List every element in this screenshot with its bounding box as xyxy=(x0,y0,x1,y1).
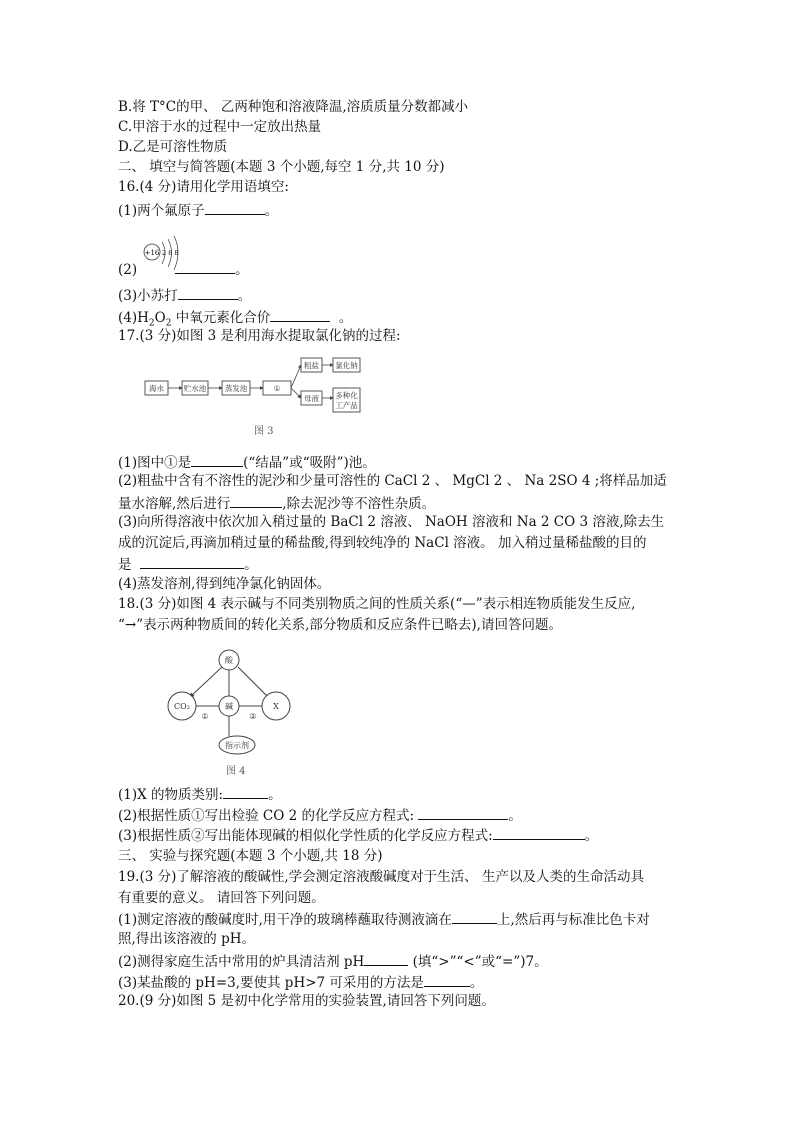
node-evaporation-pond: 蒸发池 xyxy=(224,384,248,393)
q16-part2-text: (2) xyxy=(118,262,138,278)
text: ,除去泥沙等不溶性杂质。 xyxy=(282,496,436,512)
q18-part3 xyxy=(118,825,598,845)
period: 。 xyxy=(264,203,279,219)
q18-stem-cont: “→”表示两种物质间的转化关系,部分物质和反应条件已略去),请回答问题。 xyxy=(118,617,562,633)
text: (1)测定溶液的酸碱度时,用干净的玻璃棒蘸取待测液滴在 xyxy=(118,912,452,928)
answer-blank[interactable] xyxy=(418,805,508,820)
option-c: C.甲溶于水的过程中一定放出热量 xyxy=(118,119,322,135)
text: (填“>”“<”或“=”)7。 xyxy=(408,954,548,970)
answer-blank[interactable] xyxy=(493,825,585,840)
node-seawater: 海水 xyxy=(149,384,164,393)
figure-3-caption: 图 3 xyxy=(254,426,274,437)
q16-part3 xyxy=(118,285,251,305)
q16-part1 xyxy=(118,200,278,220)
label-reaction-1: ① xyxy=(201,712,209,721)
q17-part2-cont xyxy=(118,493,435,513)
answer-blank[interactable] xyxy=(424,972,470,987)
q19-part3 xyxy=(118,972,483,992)
section-2-title: 二、 填空与简答题(本题 3 个小题,每空 1 分,共 10 分) xyxy=(118,159,445,175)
q17-stem: 17.(3 分)如图 3 是利用海水提取氯化钠的过程: xyxy=(118,328,401,344)
label-reaction-2: ② xyxy=(249,712,257,721)
q19-part1-cont: 照,得出该溶液的 pH。 xyxy=(118,931,255,947)
text: (2)测得家庭生活中常用的炉具清洁剂 pH xyxy=(118,954,365,970)
answer-blank[interactable] xyxy=(452,909,497,924)
answer-blank[interactable] xyxy=(191,452,243,467)
period: 。 xyxy=(469,975,484,991)
text: (1)图中①是 xyxy=(118,455,192,471)
text: (1)X 的物质类别: xyxy=(118,787,224,803)
label-x: X xyxy=(273,702,279,711)
answer-blank[interactable] xyxy=(205,200,265,215)
q19-stem-cont: 有重要的意义。 请回答下列问题。 xyxy=(118,890,325,906)
text: (4)H xyxy=(118,310,149,326)
q17-part4: (4)蒸发溶剂,得到纯净氯化钠固体。 xyxy=(118,576,331,592)
answer-blank[interactable] xyxy=(140,554,244,569)
node-mother-liquor: 母液 xyxy=(304,394,319,403)
period: 。 xyxy=(268,787,282,803)
period: 。 xyxy=(235,262,249,278)
q19-stem: 19.(3 分)了解溶液的酸碱性,学会测定溶液酸碱度对于生活、 生产以及人类的生命活动具 xyxy=(118,869,644,885)
q18-stem: 18.(3 分)如图 4 表示碱与不同类别物质之间的性质关系(“—”表示相连物质能发生反应, xyxy=(118,596,636,612)
period: 。 xyxy=(338,310,353,326)
subscript: 2 xyxy=(165,318,172,329)
period: 。 xyxy=(237,288,252,304)
text: 上,然后再与标准比色卡对 xyxy=(496,912,650,928)
section-3-title: 三、 实验与探究题(本题 3 个小题,共 18 分) xyxy=(118,848,383,864)
q18-part2 xyxy=(118,805,522,825)
q17-part3: (3)向所得溶液中依次加入稍过量的 BaCl 2 溶液、 NaOH 溶液和 Na 2 CO 3 溶液,除去生 xyxy=(118,514,665,530)
q17-part1 xyxy=(118,452,376,472)
answer-blank[interactable] xyxy=(270,307,330,322)
period: 。 xyxy=(584,828,599,844)
q19-part2 xyxy=(118,951,548,971)
option-d: D.乙是可溶性物质 xyxy=(118,139,228,155)
q16-part3-text: (3)小苏打 xyxy=(118,288,178,304)
q17-part3-cont2 xyxy=(118,554,258,574)
text: (3)根据性质②写出能体现碱的相似化学性质的化学反应方程式: xyxy=(118,828,493,844)
q16-part1-text: (1)两个氟原子 xyxy=(118,203,205,219)
label-acid: 酸 xyxy=(225,656,233,665)
label-co2: CO₂ xyxy=(174,702,190,711)
q16-stem: 16.(4 分)请用化学用语填空: xyxy=(118,179,289,195)
node-reservoir: 贮水池 xyxy=(183,384,207,393)
text: (2)根据性质①写出检验 CO 2 的化学反应方程式: xyxy=(118,808,419,824)
text: 量水溶解,然后进行 xyxy=(118,496,231,512)
answer-blank[interactable] xyxy=(178,285,238,300)
text: 是 xyxy=(118,557,136,573)
text: (3)某盐酸的 pH=3,要使其 pH>7 可采用的方法是 xyxy=(118,975,424,991)
answer-blank[interactable] xyxy=(364,951,408,966)
text: (“结晶”或“吸附”)池。 xyxy=(243,455,376,471)
text: O xyxy=(154,310,166,326)
figure-3-flowchart xyxy=(140,352,370,417)
electron-shells: 2 8 8 xyxy=(162,249,179,257)
node-crude-salt: 粗盐 xyxy=(304,361,319,370)
answer-blank[interactable] xyxy=(230,493,282,508)
label-indicator: 指示剂 xyxy=(225,741,249,750)
figure-4-caption: 图 4 xyxy=(226,766,246,777)
period: 。 xyxy=(244,557,258,573)
q20-stem: 20.(9 分)如图 5 是初中化学常用的实验装置,请回答下列问题。 xyxy=(118,993,495,1009)
node-1: ① xyxy=(273,384,281,393)
nucleus-charge: +16 xyxy=(144,249,160,257)
q19-part1 xyxy=(118,909,650,929)
label-base: 碱 xyxy=(225,702,233,711)
period: 。 xyxy=(508,808,522,824)
atom-structure-diagram xyxy=(140,232,190,272)
node-chemicals-2: 工产品 xyxy=(335,401,358,410)
option-b: B.将 T°C的甲、 乙两种饱和溶液降温,溶质质量分数都减小 xyxy=(118,99,469,115)
figure-4-diagram xyxy=(160,645,300,760)
text: 中氧元素化合价 xyxy=(171,310,271,326)
q18-part1 xyxy=(118,784,282,804)
q17-part3-cont: 成的沉淀后,再滴加稍过量的稀盐酸,得到较纯净的 NaCl 溶液。 加入稍过量稀盐酸的目的 xyxy=(118,535,647,551)
subscript: 2 xyxy=(148,318,155,329)
node-chemicals-1: 多种化 xyxy=(335,391,358,400)
q17-part2: (2)粗盐中含有不溶性的泥沙和少量可溶性的 CaCl 2 、 MgCl 2 、 Na 2SO 4 ;将样品加适 xyxy=(118,473,667,489)
answer-blank[interactable] xyxy=(223,784,268,799)
node-sodium-chloride: 氯化钠 xyxy=(335,361,358,370)
